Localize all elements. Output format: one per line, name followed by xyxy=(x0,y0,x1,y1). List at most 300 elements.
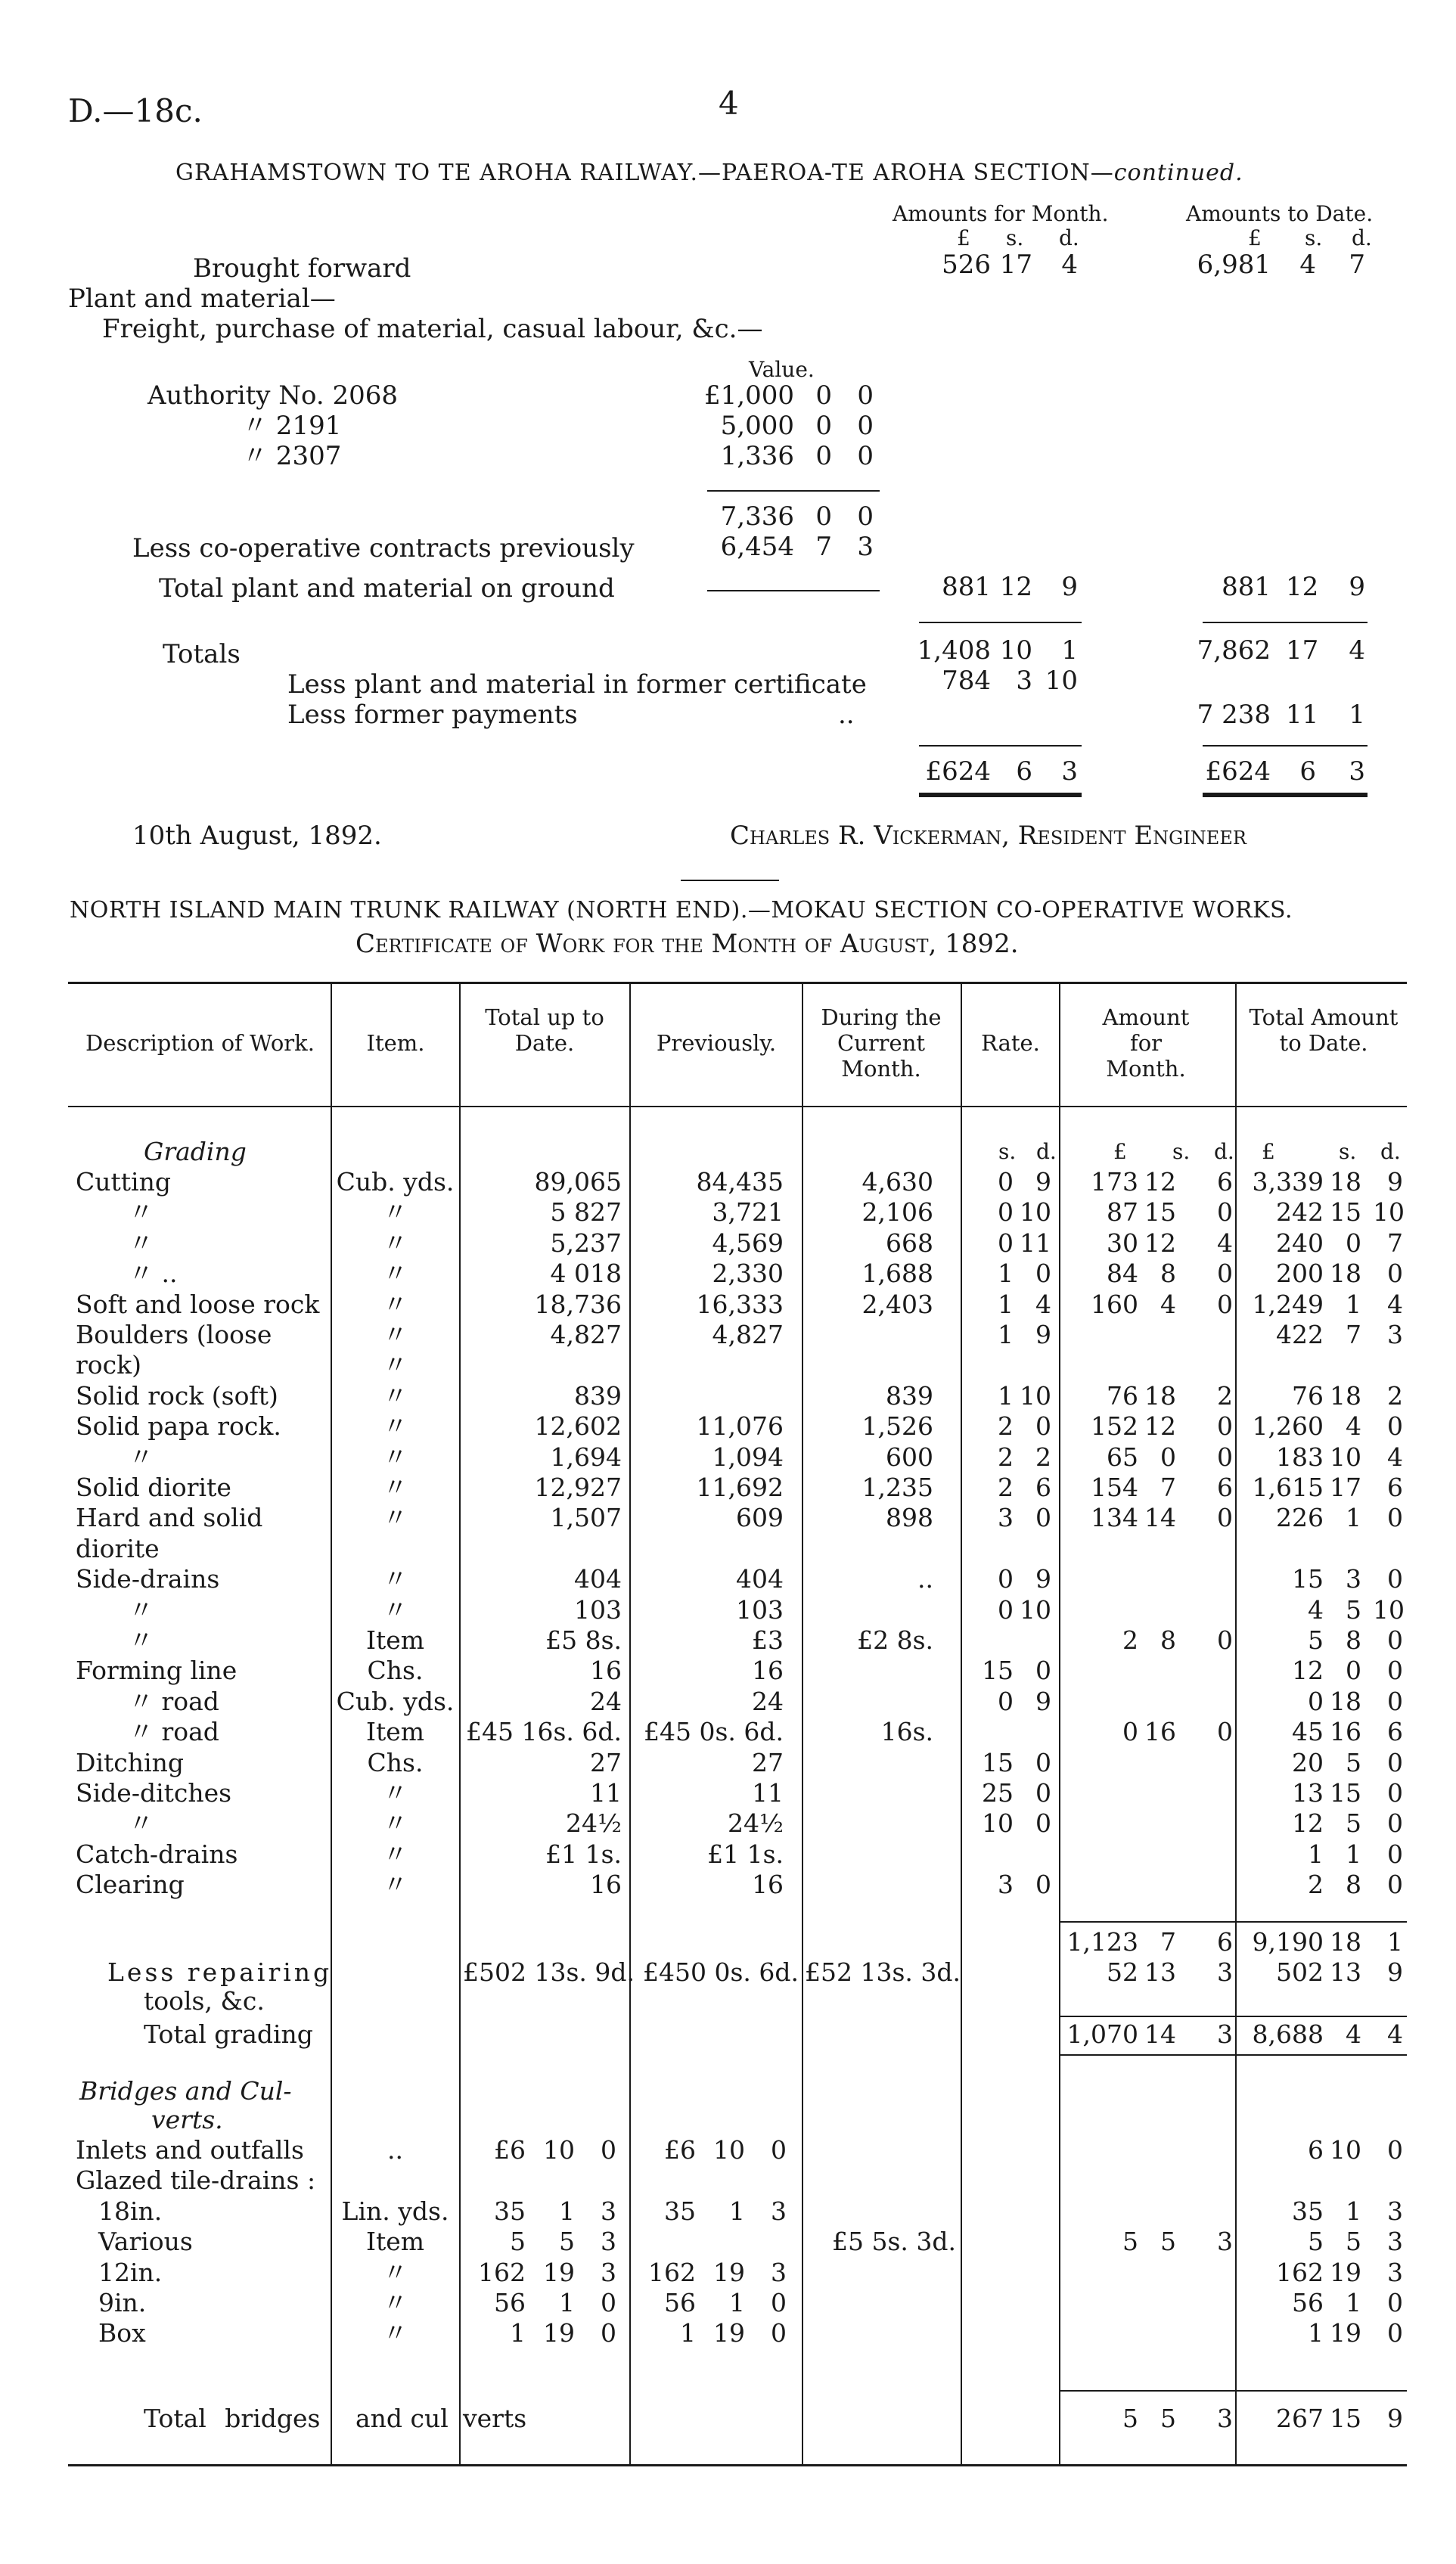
amount-month-pence: 3 xyxy=(1217,2227,1233,2257)
divider xyxy=(1203,622,1368,623)
previously: 11,692 xyxy=(696,1473,784,1502)
work-description: Ditching xyxy=(76,1747,184,1777)
less-plant-month-s: 3 xyxy=(1016,666,1032,696)
rate-shillings: 15 xyxy=(982,1747,1014,1777)
work-description: Boulders (loose xyxy=(76,1320,272,1349)
item-unit: 〃 xyxy=(383,1411,408,1442)
total-amount-pence: 0 xyxy=(1387,2135,1403,2165)
total-amount-pence: 0 xyxy=(1387,1808,1403,1839)
total-amount-shillings: 8 xyxy=(1346,1625,1361,1655)
rate-shillings: 3 xyxy=(998,1870,1014,1900)
item-unit: 〃 xyxy=(383,1503,408,1533)
during-month: 668 xyxy=(886,1228,933,1258)
less-plant-month-l: 784 xyxy=(942,666,991,696)
work-description: Hard and solid xyxy=(76,1503,263,1533)
amount-month-shillings: 5 xyxy=(1160,2404,1176,2433)
amount-month-pounds: 173 xyxy=(1091,1167,1138,1197)
total-to-date: 16 xyxy=(590,1870,622,1900)
total-amount-pence: 4 xyxy=(1387,1442,1403,1472)
total-amount-shillings: 17 xyxy=(1330,1473,1361,1502)
total-amount-pounds: 226 xyxy=(1276,1503,1324,1533)
lsd-l: £ xyxy=(957,225,970,250)
money-unit-d: d. xyxy=(1214,1139,1234,1164)
authority-value-d: 0 xyxy=(857,411,874,441)
work-description: Side-ditches xyxy=(76,1778,232,1808)
authority-label: Authority No. 2068 xyxy=(147,380,399,411)
work-description: 〃 road xyxy=(129,1717,219,1747)
total-amount-shillings: 10 xyxy=(1330,1442,1361,1472)
authority-value-l: 1,336 xyxy=(720,441,794,471)
work-description: Solid papa rock. xyxy=(76,1411,281,1442)
amount-month-pounds: 52 xyxy=(1107,1957,1138,1987)
previously: 4,569 xyxy=(712,1228,784,1258)
authority-value-l: £1,000 xyxy=(704,380,794,411)
amount-month-shillings: 7 xyxy=(1160,1927,1176,1957)
total-amount-pounds: 1 xyxy=(1308,1839,1324,1869)
total-to-date-pounds: 1 xyxy=(510,2318,526,2348)
previously: 11 xyxy=(752,1778,784,1808)
total-amount-pence: 9 xyxy=(1387,2404,1403,2433)
amount-month-pence: 3 xyxy=(1217,2019,1233,2049)
during-month: £5 5s. 3d. xyxy=(831,2227,956,2257)
total-amount-shillings: 1 xyxy=(1346,2196,1361,2226)
item-unit: 〃 xyxy=(383,2257,408,2287)
work-description: Box xyxy=(98,2318,146,2348)
authority-value-l: 5,000 xyxy=(720,411,794,441)
totals-month-l: 1,408 xyxy=(917,635,991,666)
money-unit-d-2: d. xyxy=(1380,1139,1401,1164)
total-amount-pounds: 35 xyxy=(1292,2196,1324,2226)
totals-date-d: 4 xyxy=(1349,635,1365,666)
less-former-payments-label: Less former payments xyxy=(287,700,578,730)
total-amount-pounds: 502 xyxy=(1276,1957,1324,1987)
total-amount-shillings: 18 xyxy=(1330,1167,1361,1197)
divider xyxy=(919,622,1082,623)
rate-shillings: 1 xyxy=(998,1320,1014,1349)
rate-shillings: 25 xyxy=(982,1778,1014,1808)
section1-title: GRAHAMSTOWN TO TE AROHA RAILWAY.—PAEROA-TE AROHA SECTION—continued. xyxy=(175,160,1243,186)
total-to-date: 103 xyxy=(574,1594,622,1625)
dash-line xyxy=(707,590,880,591)
total-to-date-pence: 3 xyxy=(601,2227,616,2257)
amount-month-shillings: 5 xyxy=(1160,2227,1176,2257)
amount-month-shillings: 8 xyxy=(1160,1625,1176,1655)
amount-month-shillings: 14 xyxy=(1144,2019,1176,2049)
total-amount-pounds: 76 xyxy=(1292,1380,1324,1411)
previously: 16,333 xyxy=(696,1289,784,1319)
total-to-date: £5 8s. xyxy=(545,1625,622,1655)
total-to-date-shillings: 19 xyxy=(543,2257,575,2287)
total-plant-date-d: 9 xyxy=(1349,572,1365,602)
previously: 404 xyxy=(736,1564,784,1594)
work-description: 18in. xyxy=(98,2196,163,2226)
net-date-s: 6 xyxy=(1299,756,1316,787)
rate-pence: 0 xyxy=(1035,1503,1051,1533)
header-amount-month: Amount for Month. xyxy=(1102,1004,1190,1082)
totals-label: Totals xyxy=(163,639,241,669)
previously: £45 0s. 6d. xyxy=(644,1717,784,1747)
table-row xyxy=(0,1748,1456,1778)
amount-month-pence: 4 xyxy=(1217,1228,1233,1258)
work-description: 〃 xyxy=(129,1197,154,1228)
summary-row xyxy=(0,1986,1456,2016)
item-unit: 〃 xyxy=(383,1808,408,1839)
amount-month-pence: 6 xyxy=(1217,1927,1233,1957)
rate-shillings: 10 xyxy=(982,1808,1014,1839)
total-amount-pounds: 0 xyxy=(1308,1686,1324,1716)
rate-pence: 2 xyxy=(1035,1442,1051,1472)
totals-month-d: 1 xyxy=(1061,635,1078,666)
amount-month-pence: 6 xyxy=(1217,1167,1233,1197)
money-unit-l-2: £ xyxy=(1262,1139,1275,1164)
rate-shillings: 1 xyxy=(998,1380,1014,1411)
header-item: Item. xyxy=(366,1030,425,1056)
totals-month-s: 10 xyxy=(999,635,1032,666)
during-month: 1,526 xyxy=(861,1411,933,1442)
total-amount-shillings: 18 xyxy=(1330,1686,1361,1716)
total-to-date: 4,827 xyxy=(550,1320,622,1349)
total-to-date-pounds: £6 xyxy=(494,2135,526,2165)
double-rule xyxy=(919,793,1082,797)
amount-month-pence: 3 xyxy=(1217,2404,1233,2433)
item-unit: Item xyxy=(365,1717,425,1747)
bridges-heading-1: Bridges and Cul- xyxy=(79,2076,292,2106)
less-plant-former-label: Less plant and material in former certificate xyxy=(287,669,867,700)
amount-month-pounds: 5 xyxy=(1122,2227,1138,2257)
total-amount-shillings: 4 xyxy=(1346,1411,1361,1442)
item-unit: 〃 xyxy=(383,1380,408,1411)
work-description: verts xyxy=(463,2404,527,2433)
rate-shillings: 0 xyxy=(998,1167,1014,1197)
rate-pence: 10 xyxy=(1020,1594,1051,1625)
rate-pence: 6 xyxy=(1035,1473,1051,1502)
total-amount-pounds: 12 xyxy=(1292,1808,1324,1839)
amount-month-shillings: 14 xyxy=(1144,1503,1176,1533)
item-unit: 〃 xyxy=(383,1564,408,1594)
during-month: 898 xyxy=(886,1503,933,1533)
amount-month-pence: 6 xyxy=(1217,1473,1233,1502)
divider xyxy=(707,490,880,492)
total-to-date-pence: 0 xyxy=(601,2135,616,2165)
former-pay-date-s: 11 xyxy=(1286,700,1319,730)
total-amount-shillings: 18 xyxy=(1330,1259,1361,1289)
total-amount-pence: 9 xyxy=(1387,1957,1403,1987)
work-description: 〃 road xyxy=(129,1686,219,1716)
amount-month-pence: 0 xyxy=(1217,1411,1233,1442)
work-description: Solid diorite xyxy=(76,1473,231,1502)
header-total-amount: Total Amount to Date. xyxy=(1249,1004,1399,1056)
amount-month-shillings: 0 xyxy=(1160,1442,1176,1472)
previously: 609 xyxy=(736,1503,784,1533)
former-pay-date-d: 1 xyxy=(1349,700,1365,730)
total-amount-shillings: 1 xyxy=(1346,2288,1361,2317)
total-to-date: 18,736 xyxy=(534,1289,622,1319)
table-row xyxy=(0,2288,1456,2318)
less-plant-month-d: 10 xyxy=(1045,666,1078,696)
work-description: 9in. xyxy=(98,2288,147,2317)
short-divider xyxy=(681,880,779,881)
amount-month-pounds: 154 xyxy=(1091,1473,1138,1502)
total-amount-pence: 3 xyxy=(1387,2257,1403,2287)
table-top-rule xyxy=(68,982,1407,984)
bridges-heading-2: verts. xyxy=(151,2105,223,2134)
total-amount-pounds: 2 xyxy=(1308,1870,1324,1900)
rate-pence: 0 xyxy=(1035,1259,1051,1289)
authority-value-d: 0 xyxy=(857,380,874,411)
item-unit: Cub. yds. xyxy=(336,1167,455,1197)
table-row xyxy=(0,1290,1456,1320)
rate-shillings: 2 xyxy=(998,1442,1014,1472)
work-description: Solid rock (soft) xyxy=(76,1380,278,1411)
total-amount-pence: 6 xyxy=(1387,1717,1403,1747)
item-unit: 〃 xyxy=(383,1228,408,1258)
total-amount-shillings: 5 xyxy=(1346,2227,1361,2257)
table-row xyxy=(0,1381,1456,1411)
work-description: Glazed tile-drains : xyxy=(76,2165,316,2196)
work-description: and cul xyxy=(355,2404,449,2433)
rate-pence: 10 xyxy=(1020,1380,1051,1411)
total-amount-shillings: 7 xyxy=(1346,1320,1361,1349)
total-amount-pence: 4 xyxy=(1387,1289,1403,1319)
amount-month-pence: 0 xyxy=(1217,1625,1233,1655)
total-amount-pence: 0 xyxy=(1387,1503,1403,1533)
table-row xyxy=(0,1167,1456,1197)
header-desc: Description of Work. xyxy=(85,1030,315,1056)
authority-label: 〃 2307 xyxy=(242,441,342,471)
total-amount-pence: 0 xyxy=(1387,1259,1403,1289)
total-amount-pounds: 13 xyxy=(1292,1778,1324,1808)
total-to-date-pounds: 5 xyxy=(510,2227,526,2257)
net-date-d: 3 xyxy=(1349,756,1365,787)
total-amount-shillings: 15 xyxy=(1330,1197,1361,1228)
work-description: diorite xyxy=(76,1533,160,1563)
work-description: Less repairing xyxy=(107,1957,333,1987)
total-amount-pounds: 1 xyxy=(1308,2318,1324,2348)
net-month-s: 6 xyxy=(1016,756,1032,787)
total-amount-pence: 0 xyxy=(1387,1870,1403,1900)
previously: 84,435 xyxy=(696,1167,784,1197)
total-amount-pounds: 267 xyxy=(1276,2404,1324,2433)
leader-dots: .. xyxy=(838,700,855,730)
table-row xyxy=(0,1564,1456,1594)
amount-month-shillings: 15 xyxy=(1144,1197,1176,1228)
rate-pence: 9 xyxy=(1035,1564,1051,1594)
work-description: Soft and loose rock xyxy=(76,1289,320,1319)
previously-pounds: £6 xyxy=(664,2135,696,2165)
total-amount-shillings: 19 xyxy=(1330,2318,1361,2348)
item-unit: Chs. xyxy=(367,1747,424,1777)
amount-month-pounds: 134 xyxy=(1091,1503,1138,1533)
date-signed: 10th August, 1892. xyxy=(132,821,382,851)
divider xyxy=(1060,2054,1407,2056)
table-row xyxy=(0,1656,1456,1686)
table-row xyxy=(0,1595,1456,1625)
amount-month-shillings: 12 xyxy=(1144,1411,1176,1442)
total-amount-pounds: 242 xyxy=(1276,1197,1324,1228)
during-month: 2,403 xyxy=(861,1289,933,1319)
rate-shillings: 0 xyxy=(998,1594,1014,1625)
total-amount-shillings: 0 xyxy=(1346,1228,1361,1258)
amount-month-pounds: 84 xyxy=(1107,1259,1138,1289)
signature: Charles R. Vickerman, Resident Engineer xyxy=(730,821,1246,851)
total-amount-pence: 0 xyxy=(1387,2318,1403,2348)
work-description: Forming line xyxy=(76,1656,237,1686)
total-to-date-pounds: 56 xyxy=(494,2288,526,2317)
rate-pence: 0 xyxy=(1035,1411,1051,1442)
rate-pence: 0 xyxy=(1035,1747,1051,1777)
previously: 24½ xyxy=(728,1808,784,1839)
total-to-date-pounds: 35 xyxy=(494,2196,526,2226)
work-description: 12in. xyxy=(98,2257,163,2287)
total-to-date-shillings: 1 xyxy=(559,2196,575,2226)
table-row xyxy=(0,2165,1456,2196)
previously: 3,721 xyxy=(712,1197,784,1228)
total-to-date: 24 xyxy=(590,1686,622,1716)
item-unit: 〃 xyxy=(383,1778,408,1808)
bf-date-s: 4 xyxy=(1299,250,1316,280)
previously: 16 xyxy=(752,1656,784,1686)
item-unit: Item xyxy=(365,1625,425,1655)
rate-unit-d: d. xyxy=(1036,1139,1057,1164)
bf-date-d: 7 xyxy=(1349,250,1365,280)
total-plant-month-s: 12 xyxy=(999,572,1032,602)
rate-shillings: 1 xyxy=(998,1259,1014,1289)
table-row xyxy=(0,2227,1456,2257)
rate-pence: 9 xyxy=(1035,1320,1051,1349)
former-pay-date-l: 7 238 xyxy=(1197,700,1271,730)
total-amount-pence: 0 xyxy=(1387,2288,1403,2317)
rate-shillings: 1 xyxy=(998,1289,1014,1319)
table-bottom-rule xyxy=(68,2464,1407,2466)
total-amount-shillings: 5 xyxy=(1346,1594,1361,1625)
divider xyxy=(919,745,1082,747)
summary-row xyxy=(0,1927,1456,1957)
item-unit: 〃 xyxy=(383,1870,408,1900)
during-month: 16s. xyxy=(880,1717,933,1747)
bf-date-l: 6,981 xyxy=(1197,250,1271,280)
net-month-l: £624 xyxy=(925,756,991,787)
table-row xyxy=(0,2196,1456,2227)
total-amount-pounds: 1,260 xyxy=(1252,1411,1324,1442)
amount-month-pounds: 2 xyxy=(1122,1625,1138,1655)
subtotal-d: 0 xyxy=(857,501,874,532)
bf-month-s: 17 xyxy=(999,250,1032,280)
previously-shillings: 19 xyxy=(713,2318,745,2348)
amount-month-pence: 0 xyxy=(1217,1259,1233,1289)
section2-subtitle: Certificate of Work for the Month of August, 1892. xyxy=(355,929,1019,959)
amount-month-pence: 0 xyxy=(1217,1503,1233,1533)
rate-pence: 0 xyxy=(1035,1778,1051,1808)
rate-pence: 9 xyxy=(1035,1167,1051,1197)
divider xyxy=(1060,2390,1407,2392)
item-unit: 〃 xyxy=(383,1442,408,1472)
total-amount-pence: 4 xyxy=(1387,2019,1403,2049)
total-amount-shillings: 13 xyxy=(1330,1957,1361,1987)
double-rule xyxy=(1203,793,1368,797)
total-to-date: 24½ xyxy=(566,1808,622,1839)
total-amount-pounds: 5 xyxy=(1308,2227,1324,2257)
amount-month-shillings: 12 xyxy=(1144,1167,1176,1197)
work-description: Side-drains xyxy=(76,1564,220,1594)
total-amount-shillings: 1 xyxy=(1346,1839,1361,1869)
rate-unit-s: s. xyxy=(998,1139,1017,1164)
grading-heading: Grading xyxy=(144,1137,247,1166)
total-to-date: £502 13s. 9d. xyxy=(463,1957,635,1987)
total-to-date: 16 xyxy=(590,1656,622,1686)
previously: 24 xyxy=(752,1686,784,1716)
during-month: 600 xyxy=(886,1442,933,1472)
work-description: 〃 xyxy=(129,1594,154,1625)
total-to-date-shillings: 10 xyxy=(543,2135,575,2165)
header-during: During the Current Month. xyxy=(821,1004,942,1082)
during-month: 4,630 xyxy=(861,1167,933,1197)
item-unit: 〃 xyxy=(383,1259,408,1289)
item-unit: .. xyxy=(387,2135,403,2165)
total-to-date: 1,694 xyxy=(550,1442,622,1472)
work-description: Cutting xyxy=(76,1167,171,1197)
during-month: 1,688 xyxy=(861,1259,933,1289)
item-unit: 〃 xyxy=(383,2318,408,2348)
total-to-date-shillings: 19 xyxy=(543,2318,575,2348)
table-row xyxy=(0,1197,1456,1228)
header-total: Total up to Date. xyxy=(485,1004,604,1056)
table-row xyxy=(0,2135,1456,2165)
during-month: £2 8s. xyxy=(857,1625,933,1655)
total-amount-pence: 1 xyxy=(1387,1927,1403,1957)
table-row xyxy=(0,2258,1456,2288)
total-amount-shillings: 3 xyxy=(1346,1564,1361,1594)
lsd-l-2: £ xyxy=(1248,225,1262,250)
during-month: £52 13s. 3d. xyxy=(805,1957,961,1987)
item-unit: Cub. yds. xyxy=(336,1686,455,1716)
previously: 2,330 xyxy=(712,1259,784,1289)
less-coop-d: 3 xyxy=(857,532,874,562)
divider xyxy=(1060,1921,1407,1923)
total-amount-pounds: 183 xyxy=(1276,1442,1324,1472)
total-amount-pounds: 162 xyxy=(1276,2257,1324,2287)
money-unit-s: s. xyxy=(1172,1139,1191,1164)
item-unit: 〃 xyxy=(383,1289,408,1319)
amount-month-pounds: 5 xyxy=(1122,2404,1138,2433)
page-ref: D.—18c. xyxy=(68,92,203,129)
previously: 103 xyxy=(736,1594,784,1625)
total-amount-pounds: 1,249 xyxy=(1252,1289,1324,1319)
amount-month-shillings: 18 xyxy=(1144,1380,1176,1411)
previously-pence: 3 xyxy=(771,2257,787,2287)
rate-pence: 10 xyxy=(1020,1197,1051,1228)
net-month-d: 3 xyxy=(1061,756,1078,787)
item-unit: 〃 xyxy=(383,2288,408,2317)
rate-shillings: 15 xyxy=(982,1656,1014,1686)
total-to-date-shillings: 1 xyxy=(559,2288,575,2317)
work-description: 〃 xyxy=(129,1442,154,1472)
less-coop-label: Less co-operative contracts previously xyxy=(132,533,635,563)
amount-month-shillings: 8 xyxy=(1160,1259,1176,1289)
total-amount-pounds: 240 xyxy=(1276,1228,1324,1258)
work-description: 〃 xyxy=(129,1625,154,1655)
total-to-date-pence: 0 xyxy=(601,2288,616,2317)
total-plant-date-l: 881 xyxy=(1222,572,1271,602)
total-amount-pence: 6 xyxy=(1387,1473,1403,1502)
previously-pounds: 1 xyxy=(680,2318,696,2348)
rate-shillings: 2 xyxy=(998,1473,1014,1502)
work-description: Total bridges xyxy=(144,2404,321,2433)
amount-month-pence: 0 xyxy=(1217,1717,1233,1747)
item-unit: 〃 xyxy=(383,1320,408,1349)
total-to-date-shillings: 5 xyxy=(559,2227,575,2257)
lsd-d-2: d. xyxy=(1352,225,1372,250)
total-amount-shillings: 4 xyxy=(1346,2019,1361,2049)
